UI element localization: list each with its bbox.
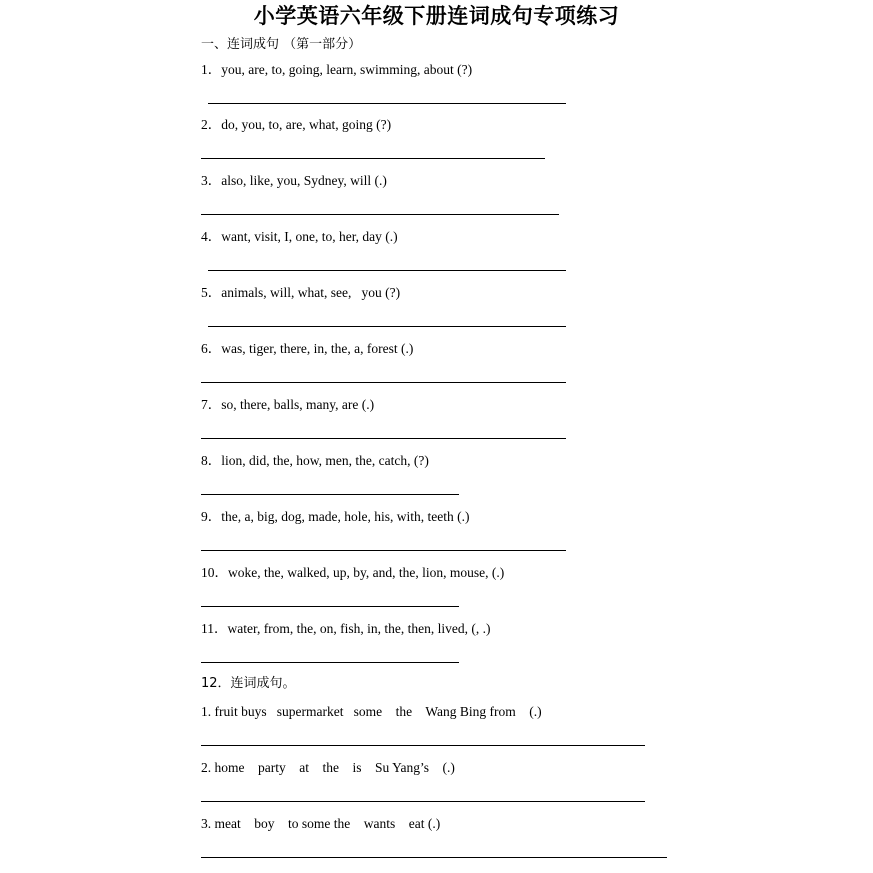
part12-item-1: 1. fruit buys supermarket some the Wang Bing from (.) — [201, 704, 542, 719]
part12-answer-line-1[interactable] — [201, 745, 645, 746]
part12-item-3: 3. meat boy to some the wants eat (.) — [201, 816, 441, 831]
question-6: 6．was, tiger, there, in, the, a, forest (.) — [201, 341, 414, 356]
question-3: 3．also, like, you, Sydney, will (.) — [201, 173, 387, 188]
answer-line-6[interactable] — [201, 382, 566, 383]
section-heading: 一、连词成句 （第一部分） — [201, 37, 362, 52]
question-2: 2．do, you, to, are, what, going (?) — [201, 117, 392, 132]
part12-answer-line-3[interactable] — [201, 857, 667, 858]
answer-line-8[interactable] — [201, 494, 459, 495]
question-9: 9．the, a, big, dog, made, hole, his, with, teeth (.) — [201, 509, 470, 524]
answer-line-3[interactable] — [201, 214, 559, 215]
page-title: 小学英语六年级下册连词成句专项练习 — [253, 4, 620, 28]
answer-line-10[interactable] — [201, 606, 459, 607]
question-5: 5．animals, will, what, see, you (?) — [201, 285, 401, 300]
answer-line-9[interactable] — [201, 550, 566, 551]
part12-item-2: 2. home party at the is Su Yang’s (.) — [201, 760, 455, 775]
question-11: 11．water, from, the, on, fish, in, the, then, lived, (, .) — [201, 621, 491, 636]
question-1: 1．you, are, to, going, learn, swimming, about (?) — [201, 62, 473, 77]
answer-line-4[interactable] — [208, 270, 566, 271]
question-4: 4．want, visit, I, one, to, her, day (.) — [201, 229, 398, 244]
part12-heading: 12．连词成句。 — [201, 676, 296, 691]
question-7: 7．so, there, balls, many, are (.) — [201, 397, 375, 412]
answer-line-1[interactable] — [208, 103, 566, 104]
answer-line-11[interactable] — [201, 662, 459, 663]
answer-line-7[interactable] — [201, 438, 566, 439]
answer-line-5[interactable] — [208, 326, 566, 327]
question-10: 10．woke, the, walked, up, by, and, the, lion, mouse, (.) — [201, 565, 505, 580]
answer-line-2[interactable] — [201, 158, 545, 159]
question-8: 8．lion, did, the, how, men, the, catch, (?) — [201, 453, 429, 468]
part12-answer-line-2[interactable] — [201, 801, 645, 802]
